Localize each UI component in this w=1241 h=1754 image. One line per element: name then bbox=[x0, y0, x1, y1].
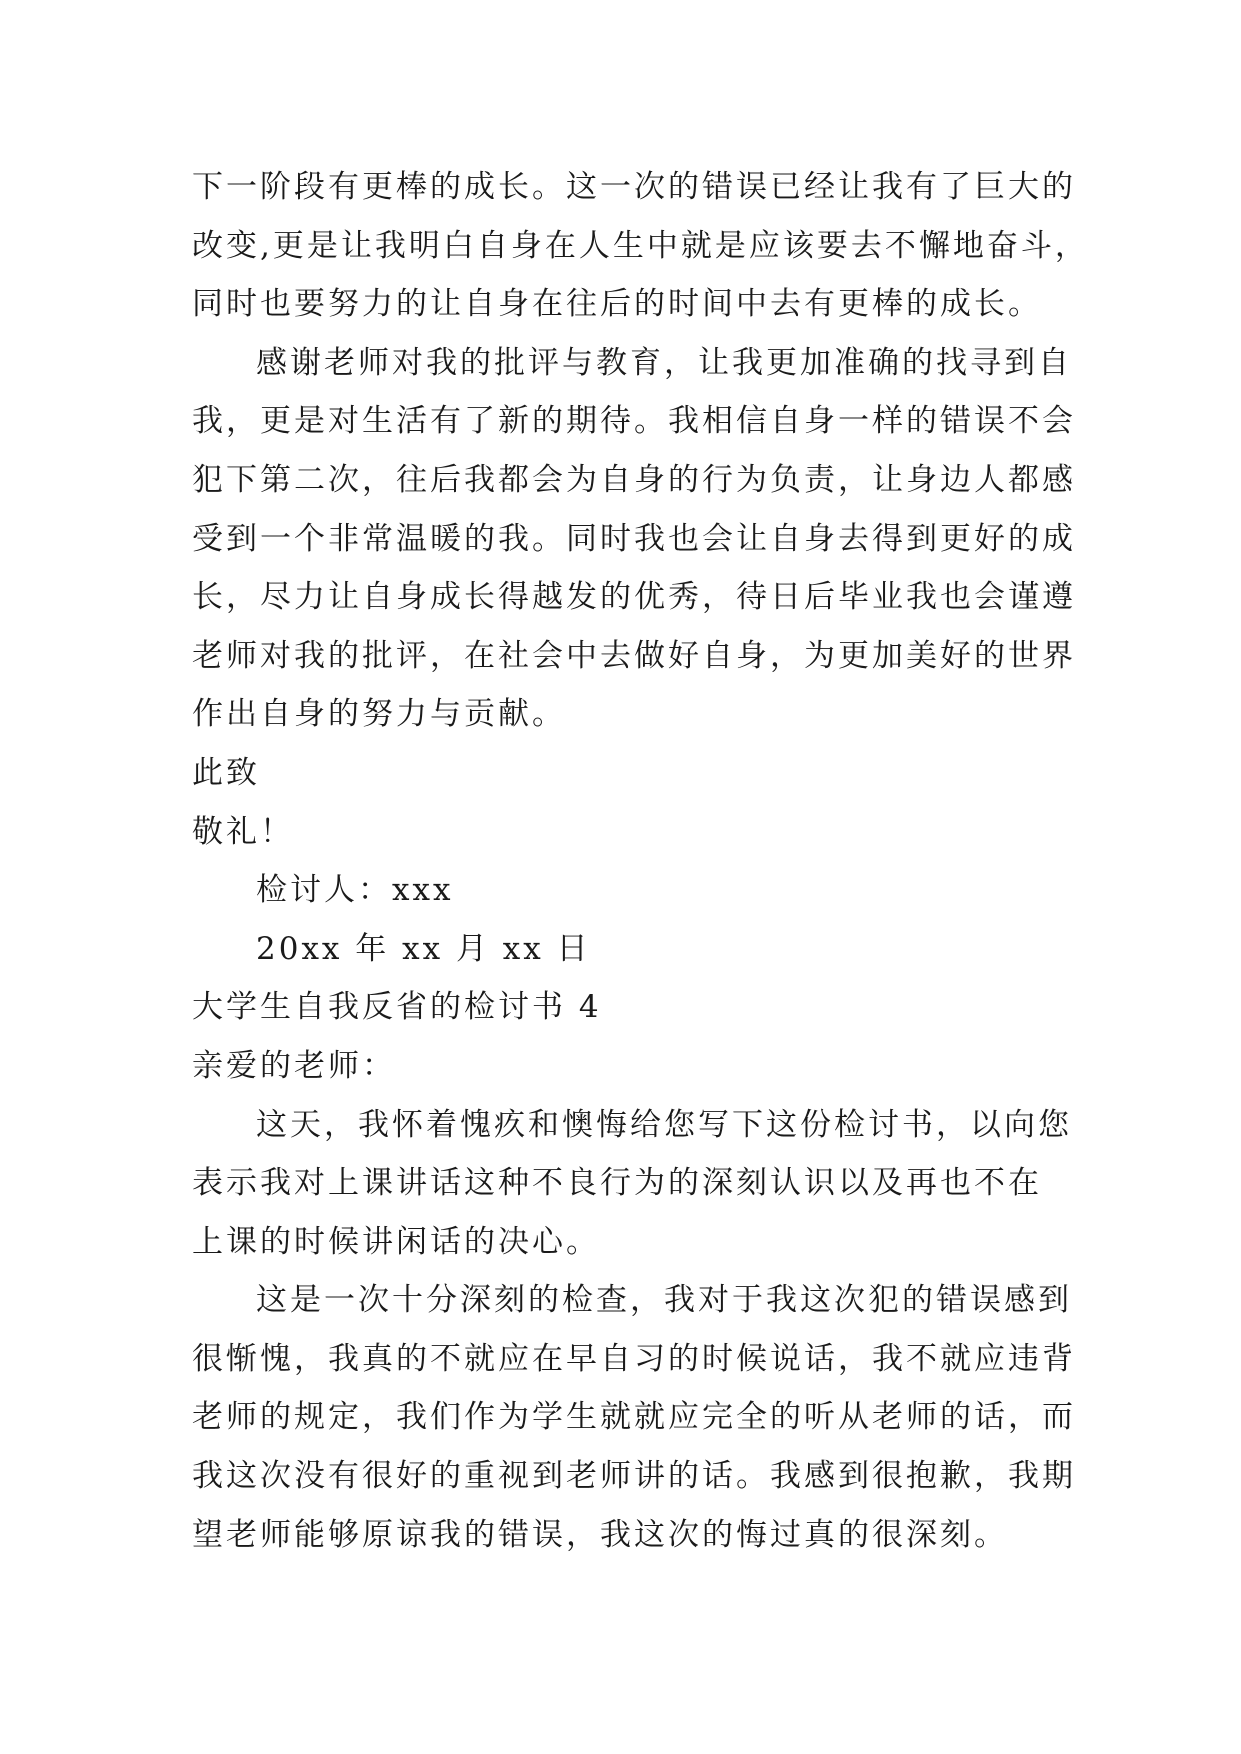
text-line: 受到一个非常温暖的我。同时我也会让自身去得到更好的成 bbox=[192, 520, 1076, 557]
closing-regards: 敬礼！ bbox=[192, 813, 294, 850]
text-line: 老师对我的批评，在社会中去做好自身，为更加美好的世界 bbox=[192, 637, 1076, 674]
text-line: 很惭愧，我真的不就应在早自习的时候说话，我不就应违背 bbox=[192, 1340, 1076, 1377]
greeting: 亲爱的老师： bbox=[192, 1047, 396, 1084]
paragraph-start-line: 感谢老师对我的批评与教育，让我更加准确的找寻到自 bbox=[256, 344, 1072, 381]
text-line: 改变,更是让我明白自身在人生中就是应该要去不懈地奋斗， bbox=[192, 227, 1089, 264]
document-body bbox=[192, 158, 1092, 1564]
signature-author: 检讨人：xxx bbox=[256, 872, 454, 909]
text-line: 老师的规定，我们作为学生就就应完全的听从老师的话，而 bbox=[192, 1399, 1076, 1436]
section-title: 大学生自我反省的检讨书 4 bbox=[192, 989, 602, 1026]
text-line: 表示我对上课讲话这种不良行为的深刻认识以及再也不在 bbox=[192, 1165, 1042, 1202]
text-line: 长，尽力让自身成长得越发的优秀，待日后毕业我也会谨遵 bbox=[192, 579, 1076, 616]
text-line: 望老师能够原谅我的错误，我这次的悔过真的很深刻。 bbox=[192, 1516, 1008, 1553]
closing-salutation: 此致 bbox=[192, 754, 260, 791]
text-line: 我这次没有很好的重视到老师讲的话。我感到很抱歉，我期 bbox=[192, 1458, 1076, 1495]
text-line: 上课的时候讲闲话的决心。 bbox=[192, 1223, 600, 1260]
text-line: 我，更是对生活有了新的期待。我相信自身一样的错误不会 bbox=[192, 403, 1076, 440]
text-line: 同时也要努力的让自身在往后的时间中去有更棒的成长。 bbox=[192, 286, 1042, 323]
signature-date: 20xx 年 xx 月 xx 日 bbox=[256, 930, 591, 967]
paragraph-start-line: 这是一次十分深刻的检查，我对于我这次犯的错误感到 bbox=[256, 1282, 1072, 1319]
text-line: 作出自身的努力与贡献。 bbox=[192, 696, 566, 733]
text-line: 犯下第二次，往后我都会为自身的行为负责，让身边人都感 bbox=[192, 461, 1076, 498]
paragraph-start-line: 这天，我怀着愧疚和懊悔给您写下这份检讨书，以向您 bbox=[256, 1106, 1072, 1143]
text-line: 下一阶段有更棒的成长。这一次的错误已经让我有了巨大的 bbox=[192, 169, 1076, 205]
